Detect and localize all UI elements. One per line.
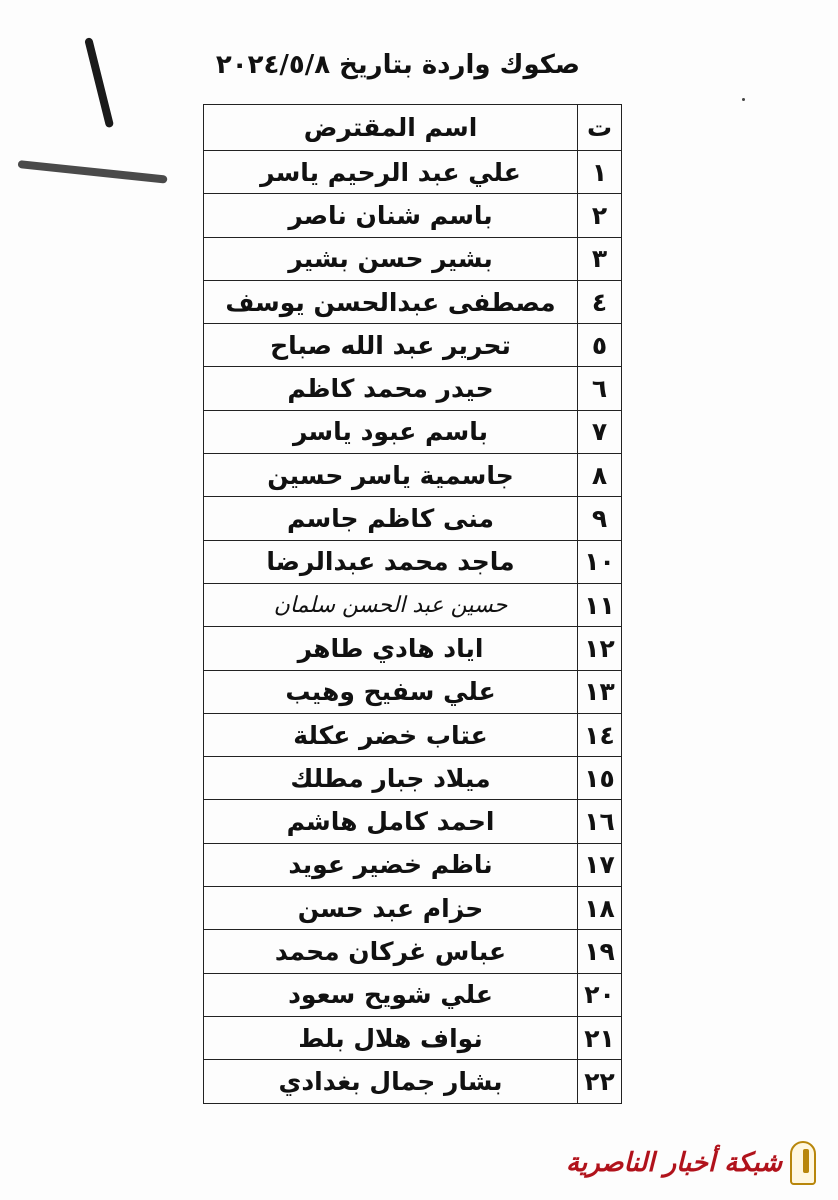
table-row bbox=[204, 757, 622, 800]
borrower-name: احمد كامل هاشم bbox=[204, 800, 578, 843]
borrower-name: باسم عبود ياسر bbox=[204, 410, 578, 453]
table-row bbox=[204, 151, 622, 194]
borrower-name: علي عبد الرحيم ياسر bbox=[204, 151, 578, 194]
borrower-name: عباس غركان محمد bbox=[204, 930, 578, 973]
row-number: ١٠ bbox=[578, 540, 622, 583]
table-row bbox=[204, 280, 622, 323]
header-number: ت bbox=[578, 105, 622, 151]
row-number: ٣ bbox=[578, 237, 622, 280]
row-number: ١٧ bbox=[578, 843, 622, 886]
borrower-name: جاسمية ياسر حسين bbox=[204, 454, 578, 497]
borrower-name: ماجد محمد عبدالرضا bbox=[204, 540, 578, 583]
borrower-name: حيدر محمد كاظم bbox=[204, 367, 578, 410]
table-row bbox=[204, 930, 622, 973]
table-header-row bbox=[204, 105, 622, 151]
borrower-name: علي شويح سعود bbox=[204, 973, 578, 1016]
row-number: ٢ bbox=[578, 194, 622, 237]
table-row bbox=[204, 540, 622, 583]
table-row bbox=[204, 410, 622, 453]
table-row bbox=[204, 367, 622, 410]
row-number: ٢٠ bbox=[578, 973, 622, 1016]
scan-speck bbox=[742, 98, 745, 101]
table-row bbox=[204, 324, 622, 367]
borrower-name: حزام عبد حسن bbox=[204, 887, 578, 930]
row-number: ١٤ bbox=[578, 713, 622, 756]
borrower-name: منى كاظم جاسم bbox=[204, 497, 578, 540]
borrower-name: اياد هادي طاهر bbox=[204, 627, 578, 670]
row-number: ٤ bbox=[578, 280, 622, 323]
minaret-emblem-icon bbox=[790, 1141, 816, 1185]
table-row bbox=[204, 887, 622, 930]
table-row bbox=[204, 1016, 622, 1059]
row-number: ١٦ bbox=[578, 800, 622, 843]
row-number: ١٨ bbox=[578, 887, 622, 930]
borrower-name: علي سفيح وهيب bbox=[204, 670, 578, 713]
table-row bbox=[204, 843, 622, 886]
table-row bbox=[204, 627, 622, 670]
watermark-logo bbox=[566, 1140, 816, 1186]
row-number: ١١ bbox=[578, 583, 622, 626]
handwritten-underline-mark bbox=[18, 160, 168, 184]
document-title: صكوك واردة بتاريخ ٢٠٢٤/٥/٨ bbox=[215, 50, 580, 80]
row-number: ٦ bbox=[578, 367, 622, 410]
row-number: ٧ bbox=[578, 410, 622, 453]
table-row bbox=[204, 194, 622, 237]
row-number: ١٣ bbox=[578, 670, 622, 713]
table-row bbox=[204, 497, 622, 540]
row-number: ٥ bbox=[578, 324, 622, 367]
table-row bbox=[204, 1060, 622, 1103]
row-number: ١٢ bbox=[578, 627, 622, 670]
row-number: ٩ bbox=[578, 497, 622, 540]
header-borrower-name: اسم المقترض bbox=[204, 105, 578, 151]
table-row bbox=[204, 670, 622, 713]
row-number: ٢١ bbox=[578, 1016, 622, 1059]
table-body bbox=[204, 151, 622, 1104]
borrower-name: حسين عبد الحسن سلمان bbox=[204, 583, 578, 626]
borrower-name: ميلاد جبار مطلك bbox=[204, 757, 578, 800]
table-row bbox=[204, 800, 622, 843]
table-row bbox=[204, 454, 622, 497]
row-number: ٢٢ bbox=[578, 1060, 622, 1103]
borrower-name: عتاب خضر عكلة bbox=[204, 713, 578, 756]
row-number: ١٥ bbox=[578, 757, 622, 800]
borrower-name: تحرير عبد الله صباح bbox=[204, 324, 578, 367]
table-row bbox=[204, 713, 622, 756]
handwritten-number-mark bbox=[84, 37, 114, 128]
table-row bbox=[204, 973, 622, 1016]
borrower-name: باسم شنان ناصر bbox=[204, 194, 578, 237]
borrower-name: بشير حسن بشير bbox=[204, 237, 578, 280]
row-number: ١ bbox=[578, 151, 622, 194]
row-number: ١٩ bbox=[578, 930, 622, 973]
table-row bbox=[204, 583, 622, 626]
borrower-name: ناظم خضير عويد bbox=[204, 843, 578, 886]
watermark-text: شبكة أخبار الناصرية bbox=[566, 1148, 783, 1178]
row-number: ٨ bbox=[578, 454, 622, 497]
borrower-name: بشار جمال بغدادي bbox=[204, 1060, 578, 1103]
table-row bbox=[204, 237, 622, 280]
borrower-name: نواف هلال بلط bbox=[204, 1016, 578, 1059]
borrowers-table bbox=[203, 104, 622, 1104]
borrower-name: مصطفى عبدالحسن يوسف bbox=[204, 280, 578, 323]
